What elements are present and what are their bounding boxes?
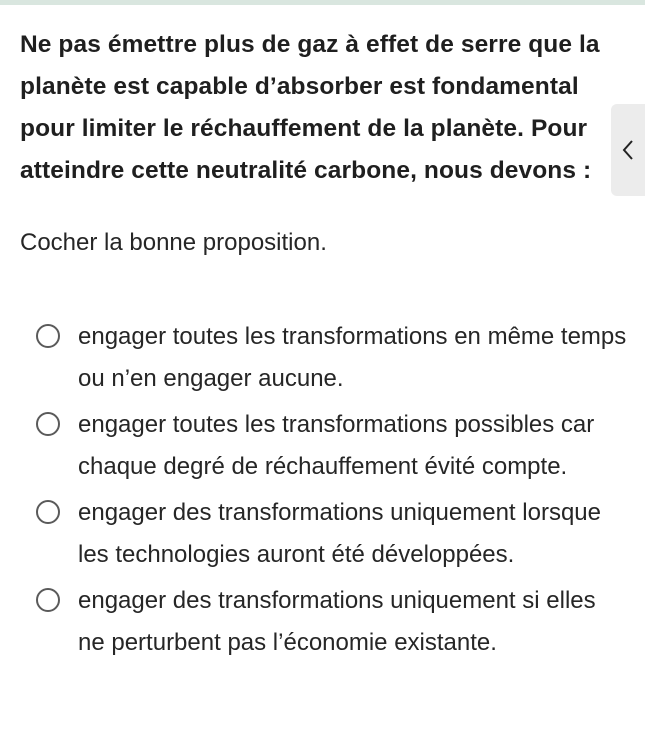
answer-option-4[interactable] (0, 580, 645, 664)
answer-options (0, 316, 645, 668)
answer-option-label: engager toutes les transformations possibles car chaque degré de réchauffement évité compte. (78, 411, 595, 480)
answer-option-2[interactable] (0, 404, 645, 488)
answer-option-label: engager des transformations uniquement si elles ne perturbent pas l’économie existante. (78, 587, 596, 656)
top-progress-bar (0, 0, 645, 5)
side-panel-toggle[interactable] (611, 104, 645, 196)
radio-button-2[interactable] (36, 412, 60, 436)
question-text: Ne pas émettre plus de gaz à effet de serre que la planète est capable d’absorber est fondamental pour limiter le réchauffement de la planète. Pour atteindre cette neutralité carbone, nous devons : (20, 31, 600, 184)
answer-option-label: engager toutes les transformations en même temps ou n’en engager aucune. (78, 323, 627, 392)
radio-button-1[interactable] (36, 324, 60, 348)
radio-button-4[interactable] (36, 588, 60, 612)
answer-option-3[interactable] (0, 492, 645, 576)
chevron-left-icon (621, 138, 635, 162)
instruction-text: Cocher la bonne proposition. (20, 229, 327, 256)
answer-option-1[interactable] (0, 316, 645, 400)
radio-button-3[interactable] (36, 500, 60, 524)
answer-option-label: engager des transformations uniquement lorsque les technologies auront été développées. (78, 499, 601, 568)
